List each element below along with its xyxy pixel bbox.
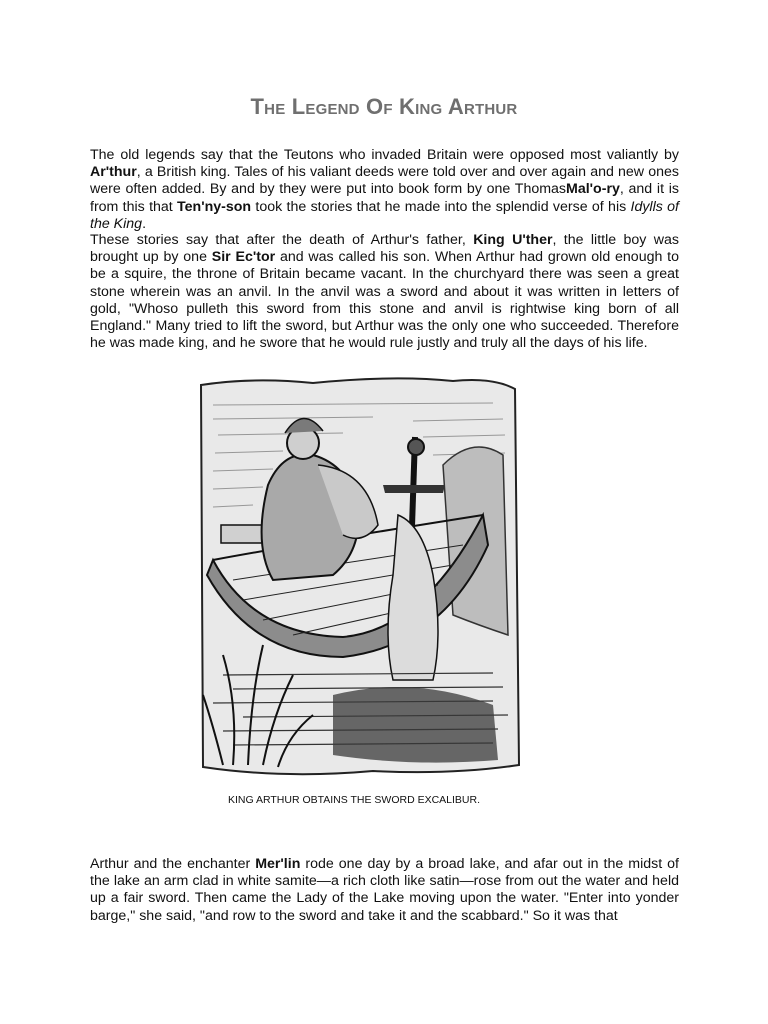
text-run: , and it is from this that bbox=[90, 181, 679, 215]
text-run: Arthur and the enchanter bbox=[90, 856, 256, 872]
text-run: rode one day by a broad lake, and afar out in the midst of the lake an arm clad in white samite—a rich cloth like satin—rose from out the water and held up a fair sword. Then came the Lady of the Lake moving upon the water. "Enter into yonder barge," she said, "and row to the sword and take it and the scabbard." So it was that bbox=[90, 856, 679, 924]
paragraph-lady-of-the-lake bbox=[90, 856, 679, 925]
illustration-caption: KING ARTHUR OBTAINS THE SWORD EXCALIBUR. bbox=[227, 794, 481, 806]
text-run: These stories say that after the death of Arthur's father, bbox=[90, 232, 474, 248]
name-ector: Sir Ec'tor bbox=[211, 249, 276, 266]
name-tennyson: Ten'ny-son bbox=[177, 198, 252, 215]
page-title: The Legend Of King Arthur bbox=[250, 94, 518, 119]
paragraph-intro bbox=[90, 147, 679, 233]
text-run: took the stories that he made into the splendid verse of his bbox=[251, 198, 631, 215]
text-run: The old legends say that the Teutons who invaded Britain were opposed most valiantly by bbox=[90, 147, 679, 163]
text-run: and was called his son. When Arthur had grown old enough to be a squire, the throne of Britain became vacant. In the churchyard there was seen a great stone wherein was an anvil. In the anvil was a sword and about it was written in letters of gold, "Whoso pulleth this sword from this stone and anvil is rightwise king born of all England." Many tried to lift the sword, but Arthur was the only one who succeeded. Therefore he was made king, and he swore that he would rule justly and truly all the days of his life. bbox=[90, 249, 679, 352]
name-malory: Mal'o-ry bbox=[566, 181, 620, 198]
text-run: , the little boy was brought up by one bbox=[90, 232, 679, 266]
illustration-excalibur bbox=[193, 375, 523, 785]
book-title-idylls: Idylls of the King bbox=[90, 198, 679, 232]
text-run: . bbox=[142, 215, 147, 232]
engraving-drawing bbox=[193, 375, 523, 785]
name-uther: King U'ther bbox=[473, 232, 553, 248]
name-arthur: Ar'thur bbox=[90, 164, 137, 181]
name-merlin: Mer'lin bbox=[255, 856, 301, 872]
text-run: , a British king. Tales of his valiant deeds were told over and over again and new ones were often added. By and by they were put into book form by one Thomas bbox=[90, 164, 679, 198]
paragraph-sword-in-stone bbox=[90, 232, 679, 352]
